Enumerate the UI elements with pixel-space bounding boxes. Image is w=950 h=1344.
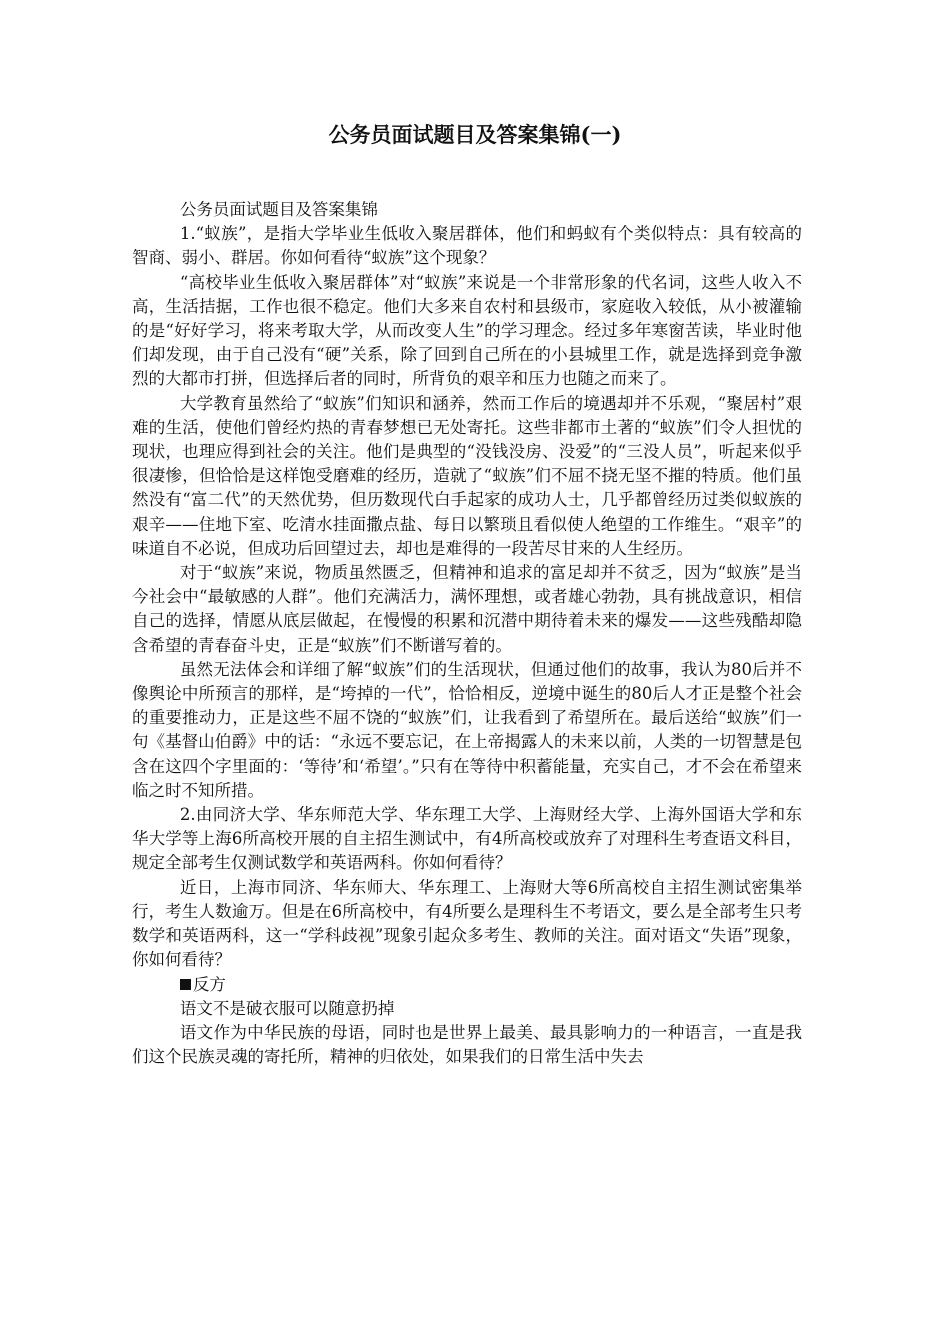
paragraph-answer-1c: 对于“蚁族”来说，物质虽然匮乏，但精神和追求的富足却并不贫乏，因为“蚁族”是当今社会中“最敏感的人群”。他们充满活力，满怀理想，或者雄心勃勃，具有挑战意识，相信自己的选择，情愿从底层做起，在慢慢的积累和沉潜中期待着未来的爆发——这些残酷却隐含希望的青春奋斗史，正是“蚁族”们不断谱写着的。 — [132, 563, 802, 655]
paragraph-section-fanfang — [132, 973, 802, 997]
paragraph-answer-1b: 大学教育虽然给了“蚁族”们知识和涵养，然而工作后的境遇却并不乐观，“聚居村”艰难的生活，使他们曾经灼热的青春梦想已无处寄托。这些非都市土著的“蚁族”们令人担忧的现状，也理应得到社会的关注。他们是典型的“没钱没房、没爱”的“三没人员”，听起来似乎很凄惨，但恰恰是这样饱受磨难的经历，造就了“蚁族”们不屈不挠无坚不摧的特质。他们虽然没有“富二代”的天然优势，但历数现代白手起家的成功人士，几乎都曾经历过类似蚁族的艰辛——住地下室、吃清水挂面撒点盐、每日以繁琐且看似使人绝望的工作维生。“艰辛”的味道自不必说，但成功后回望过去，却也是难得的一段苦尽甘来的人生经历。 — [132, 393, 802, 558]
paragraph-heading: 公务员面试题目及答案集锦 — [179, 200, 378, 219]
paragraph-question-1: 1.“蚁族”，是指大学毕业生低收入聚居群体，他们和蚂蚁有个类似特点：具有较高的智商、弱小、群居。你如何看待“蚁族”这个现象？ — [132, 224, 802, 268]
black-square-bullet-icon — [180, 979, 191, 990]
document-title: 公务员面试题目及答案集锦(一) — [328, 122, 622, 147]
document-body — [132, 198, 802, 1069]
paragraph-subheading: 语文不是破衣服可以随意扔掉 — [179, 998, 395, 1018]
paragraph-answer-2a: 近日，上海市同济、华东师大、华东理工、上海财大等6所高校自主招生测试密集举行，考生人数逾万。但是在6所高校中，有4所要么是理科生不考语文，要么是全部考生只考数学和英语两科，这一“学科歧视”现象引起众多考生、教师的关注。面对语文“失语”现象，你如何看待？ — [132, 877, 802, 970]
paragraph-answer-2b: 语文作为中华民族的母语，同时也是世界上最美、最具影响力的一种语言，一直是我们这个民族灵魂的寄托所，精神的归依处，如果我们的日常生活中失去 — [132, 1022, 802, 1067]
paragraph-answer-1d: 虽然无法体会和详细了解“蚁族”们的生活现状，但通过他们的故事，我认为80后并不像舆论中所预言的那样，是“垮掉的一代”，恰恰相反，逆境中诞生的80后人才正是整个社会的重要推动力，正是这些不屈不饶的“蚁族”们，让我看到了希望所在。最后送给“蚁族”们一句《基督山伯爵》中的话：“永远不要忘记，在上帝揭露人的未来以前，人类的一切智慧是包含在这四个字里面的：‘等待’和‘希望’。”只有在等待中积蓄能量，充实自己，才不会在希望来临之时不知所措。 — [132, 659, 802, 800]
section-label: 反方 — [192, 974, 226, 994]
paragraph-answer-1a: “高校毕业生低收入聚居群体”对“蚁族”来说是一个非常形象的代名词，这些人收入不高，生活拮据，工作也很不稳定。他们大多来自农村和县级市，家庭收入较低，从小被灌输的是“好好学习，将来考取大学，从而改变人生”的学习理念。经过多年寒窗苦读，毕业时他们却发现，由于自己没有“硬”关系，除了回到自己所在的小县城里工作，就是选择到竞争激烈的大都市打拼，但选择后者的同时，所背负的艰辛和压力也随之而来了。 — [132, 272, 802, 389]
paragraph-question-2: 2.由同济大学、华东师范大学、华东理工大学、上海财经大学、上海外国语大学和东华大学等上海6所高校开展的自主招生测试中，有4所高校或放弃了对理科生考查语文科目，规定全部考生仅测试数学和英语两科。你如何看待？ — [132, 805, 802, 873]
